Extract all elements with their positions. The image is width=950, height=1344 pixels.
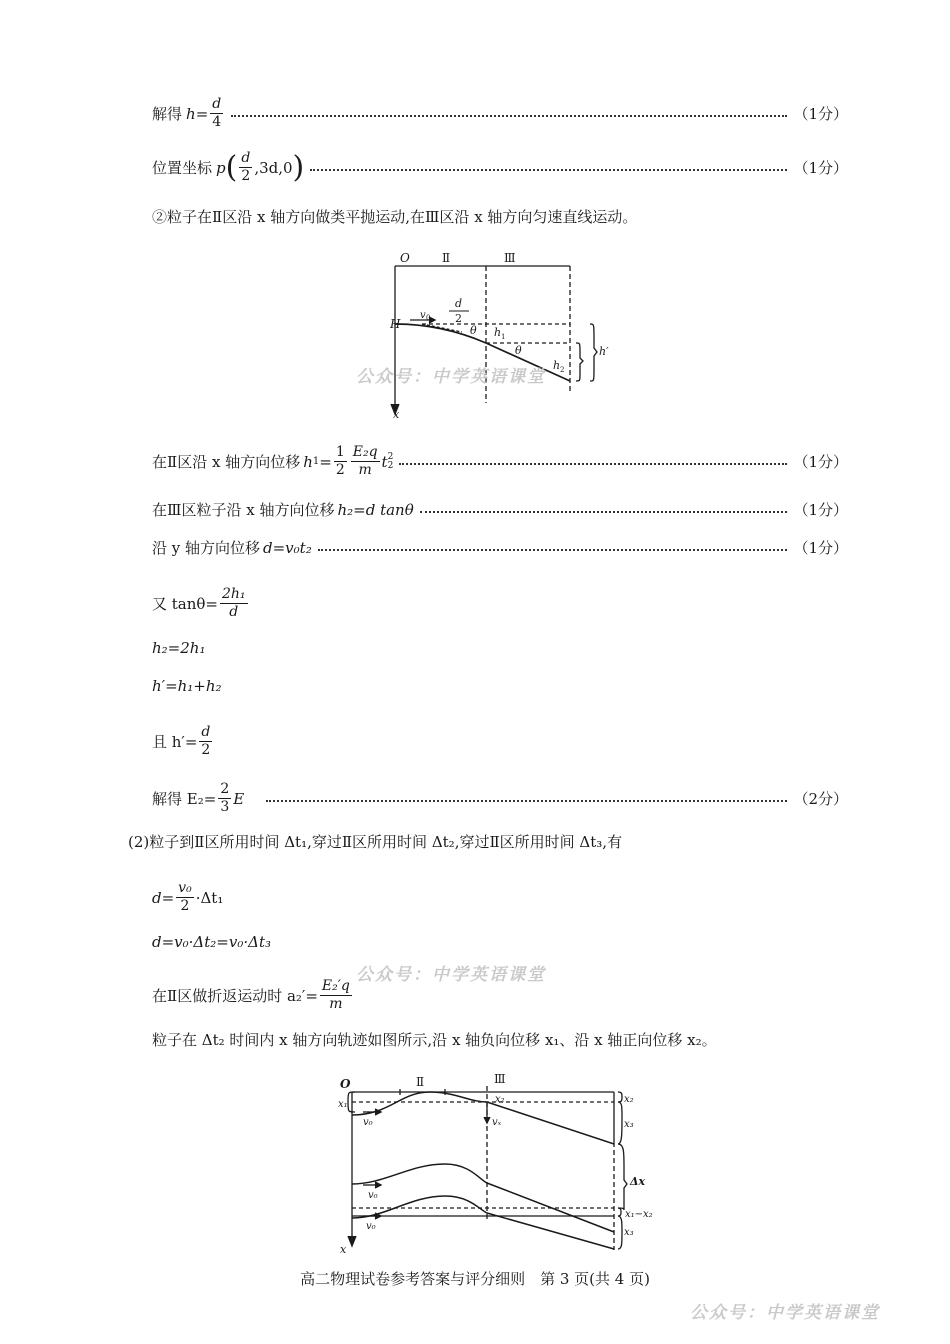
position-rest: ,3d,0 (254, 158, 293, 177)
x3-brace-1 (618, 1102, 622, 1144)
theta-1-label: θ (470, 324, 477, 337)
position-line: 位置坐标 p ( $\frac{d}{2}$ ,3d,0 ) （1分） (152, 149, 848, 185)
eq-hprime-sum: h′=h₁+h₂ (152, 677, 222, 695)
score: （1分） (793, 501, 848, 519)
eq-d-line: 沿 y 轴方向位移 d=v₀t₂ （1分） (152, 538, 848, 557)
region-2-label: Ⅱ (442, 251, 451, 265)
eq-dt2-line: d=v₀·Δt₂=v₀·Δt₃ (152, 933, 271, 951)
region-3-label: Ⅲ (504, 251, 516, 265)
score: （1分） (793, 453, 848, 471)
watermark-3: 公众号：中学英语课堂 (690, 1303, 880, 1323)
eq-h1-line: 在Ⅱ区沿 x 轴方向位移 h 1 = $\frac{1}{2}$ $\frac{\text{E₂q}}{m}$ t 2 2 （1分） (152, 444, 848, 478)
region-3-label: Ⅲ (494, 1072, 506, 1086)
x3-label-2: x₃ (624, 1227, 634, 1238)
x2-brace (618, 1092, 622, 1102)
svg-text:1: 1 (501, 333, 506, 341)
d-denominator: 2 (455, 312, 462, 325)
solve-h-line (152, 96, 848, 131)
vx-label: vₓ (492, 1117, 502, 1128)
dot-leader (310, 169, 787, 171)
eq-e2-line: 解得 E₂= $\frac{2}{3}$ E （2分） (152, 781, 848, 815)
h1-label: h (494, 326, 502, 339)
svg-text:0: 0 (426, 314, 431, 322)
figure-1 (380, 248, 620, 423)
delta-x-label: Δx (630, 1175, 646, 1188)
dot-leader (399, 463, 787, 465)
eq-hprime-d-line: 且 h′= $\frac{d}{2}$ (152, 724, 211, 758)
var-p: p (216, 158, 226, 177)
x2-label: x₂ (624, 1094, 634, 1105)
fraction-e2q-over-m: $\frac{\text{E₂q}}{m}$ (352, 444, 378, 478)
x-axis-label: x (340, 1243, 347, 1256)
score: （1分） (793, 105, 848, 123)
trajectory-1 (352, 1092, 614, 1144)
h2-label: h (553, 359, 561, 372)
tangent-line (422, 324, 462, 332)
eq-tan-line: 又 tanθ= $\frac{\text{2h₁}}{d}$ (152, 586, 246, 620)
v0-label-3: v₀ (366, 1221, 376, 1232)
region-2-label: Ⅱ (416, 1075, 425, 1089)
x3-label-1: x₃ (624, 1119, 634, 1130)
dot-leader (318, 549, 788, 551)
delta-x-brace (618, 1144, 627, 1210)
x2-label-inner: x₂ (495, 1094, 505, 1105)
v0-arrow-2-icon (375, 1182, 381, 1188)
watermark-1: 公众号：中学英语课堂 (356, 367, 546, 387)
dot-leader (231, 115, 787, 117)
eq-h2-line: 在Ⅲ区粒子沿 x 轴方向位移 h₂=d tanθ （1分） (152, 500, 848, 519)
theta-2-label: θ (515, 344, 522, 357)
hprime-brace (590, 324, 597, 381)
solve-label: 解得 (152, 105, 183, 123)
d-label: d (455, 297, 463, 310)
figure-2 (330, 1072, 675, 1257)
part2-desc: 粒子在 Δt₂ 时间内 x 轴方向轨迹如图所示,沿 x 轴负向位移 x₁、沿 x 轴正向位移 x₂。 (152, 1031, 717, 1049)
fraction-half: $\frac{1}{2}$ (335, 444, 345, 478)
score: （1分） (793, 539, 848, 557)
v0-label-1: v₀ (363, 1117, 373, 1128)
eq-h2-2h1: h₂=2h₁ (152, 639, 206, 657)
trajectory-3 (352, 1196, 614, 1249)
sub2-intro: ②粒子在Ⅱ区沿 x 轴方向做类平抛运动,在Ⅲ区沿 x 轴方向匀速直线运动。 (152, 208, 638, 226)
trajectory-2 (352, 1164, 614, 1232)
score: （1分） (793, 159, 848, 177)
score: （2分） (793, 790, 848, 808)
x3-brace-2 (618, 1216, 622, 1249)
h2-brace (576, 343, 583, 381)
origin-label: O (400, 251, 410, 265)
equals-sign: = (195, 104, 209, 123)
v0-label: v (420, 310, 426, 321)
dot-leader (266, 800, 787, 802)
svg-text:2: 2 (560, 366, 565, 374)
page-footer: 高二物理试卷参考答案与评分细则 第 3 页(共 4 页) (300, 1270, 650, 1288)
x-axis-label: x (393, 408, 400, 421)
x1-minus-x2-label: x₁−x₂ (625, 1209, 653, 1220)
position-label: 位置坐标 (152, 159, 213, 177)
fraction-d-over-4: $\frac{d}{4}$ (212, 96, 222, 130)
dot-leader (420, 511, 788, 513)
x1-x2-brace (618, 1208, 621, 1216)
h-point-label: H (390, 317, 401, 331)
origin-label: O (340, 1077, 351, 1091)
var-h: h (186, 104, 196, 123)
vx-arrow-icon (484, 1117, 490, 1123)
fraction-d-over-2: $\frac{d}{2}$ (241, 150, 251, 184)
watermark-2: 公众号：中学英语课堂 (356, 965, 546, 985)
part2-intro: (2)粒子到Ⅱ区所用时间 Δt₁,穿过Ⅱ区所用时间 Δt₂,穿过Ⅱ区所用时间 Δt₃,有 (128, 833, 623, 851)
eq-a2-line: 在Ⅱ区做折返运动时 a₂′= $\frac{\text{E₂′q}}{m}$ (152, 978, 350, 1012)
eq-dt1-line: d= $\frac{\text{v₀}}{2}$ ·Δt₁ (152, 880, 224, 914)
x-axis-arrow-icon (348, 1236, 356, 1246)
x1-label: x₁ (338, 1099, 348, 1110)
v0-label-2: v₀ (368, 1190, 378, 1201)
hprime-label: h′ (599, 345, 609, 358)
